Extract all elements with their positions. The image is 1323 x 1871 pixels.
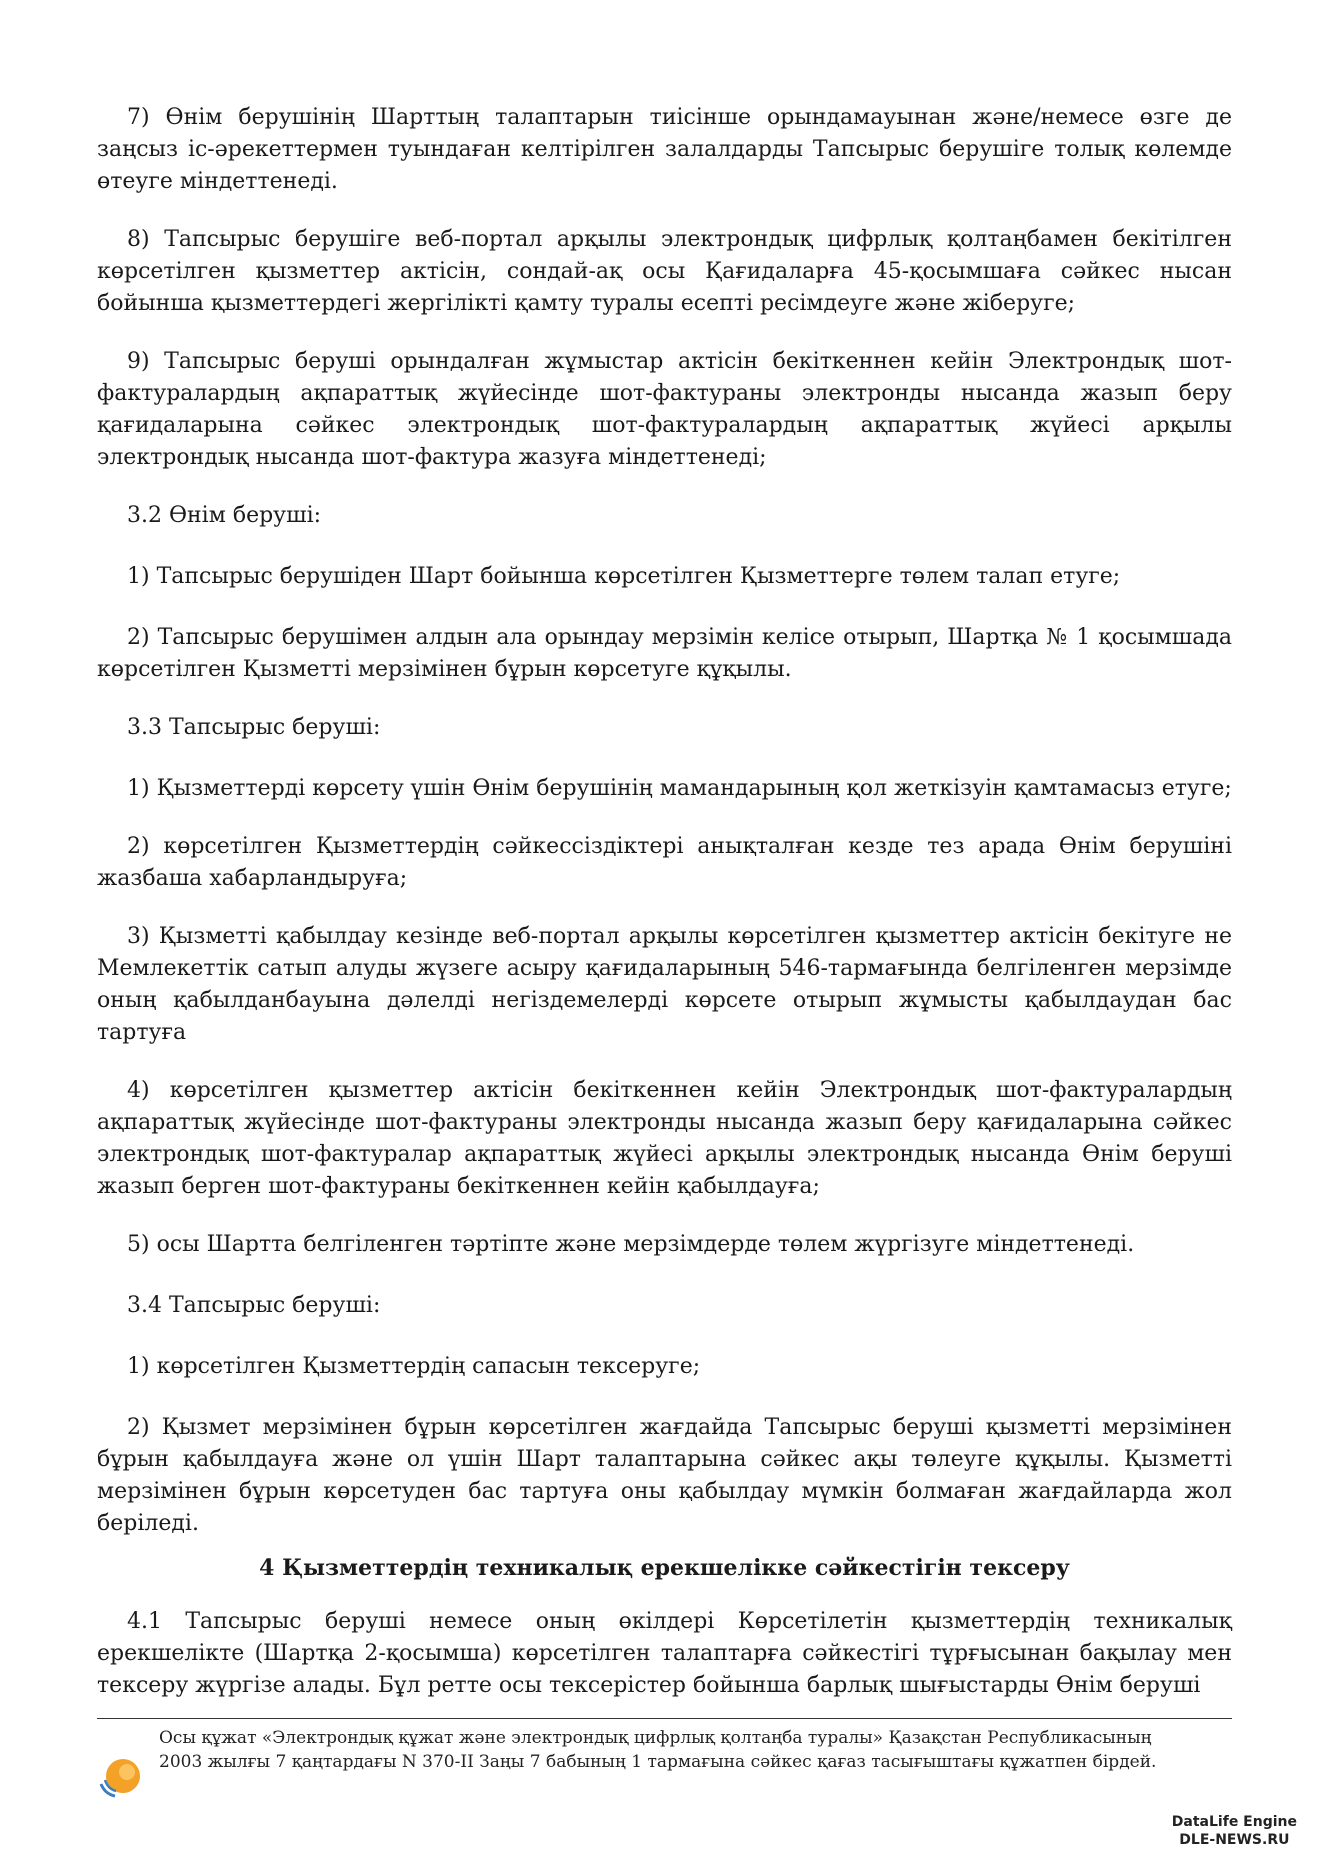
clause-3-2-item-1: 1) Тапсырыс берушіден Шарт бойынша көрсетілген Қызметтерге төлем талап етуге; bbox=[127, 564, 1121, 589]
paragraph-9: 9) Тапсырыс беруші орындалған жұмыстар актісін бекіткеннен кейін Электрондық шот-фактуралардың ақпараттық жүйесінде шот-фактураны электронды нысанда жазып беру қағидаларына сәйкес электрондық шот-фактуралардың ақпараттық жүйесі арқылы электрондық нысанда шот-фактура жазуға міндеттенеді; bbox=[97, 349, 1232, 470]
watermark-line-1: DataLife Engine bbox=[1171, 1814, 1297, 1830]
clause-3-3-item-4: 4) көрсетілген қызметтер актісін бекіткеннен кейін Электрондық шот-фактуралардың ақпараттық жүйесінде шот-фактураны электронды нысанда жазып беру қағидаларына сәйкес электрондық шот-фактуралар ақпараттық жүйесі арқылы электрондық нысанда Өнім беруші жазып берген шот-фактураны бекіткеннен кейін қабылдауға; bbox=[97, 1078, 1232, 1199]
clause-3-3-item-2: 2) көрсетілген Қызметтердің сәйкессіздіктері анықталған кезде тез арада Өнім берушіні жазбаша хабарландыруға; bbox=[97, 834, 1232, 891]
clause-4-1: 4.1 Тапсырыс беруші немесе оның өкілдері Көрсетілетін қызметтердің техникалық ерекшелікте (Шартқа 2-қосымша) көрсетілген талаптарға сәйкестігі тұрғысынан бақылау мен тексеру жүргізе алады. Бұл ретте осы тексерістер бойынша барлық шығыстарды Өнім беруші bbox=[97, 1609, 1232, 1698]
footer-divider bbox=[97, 1718, 1232, 1719]
clause-3-3-item-5: 5) осы Шартта белгіленген тәртіпте және мерзімдерде төлем жүргізуге міндеттенеді. bbox=[127, 1232, 1135, 1257]
clause-3-3-title: 3.3 Тапсырыс беруші: bbox=[127, 715, 381, 740]
section-4-heading: 4 Қызметтердің техникалық ерекшелікке сәйкестігін тексеру bbox=[259, 1555, 1070, 1581]
clause-3-4-item-1: 1) көрсетілген Қызметтердің сапасын тексеруге; bbox=[127, 1354, 701, 1379]
document-body bbox=[97, 102, 1232, 1702]
footer-legal-note: Осы құжат «Электрондық құжат және электрондық цифрлық қолтаңба туралы» Қазақстан Республикасының 2003 жылғы 7 қаңтардағы N 370-II Заңы 7 бабының 1 тармағына сәйкес қағаз тасығыштағы құжатпен бірдей. bbox=[159, 1728, 1157, 1772]
paragraph-7: 7) Өнім берушінің Шарттың талаптарын тиісінше орындамауынан және/немесе өзге де заңсыз іс-әрекеттермен туындаған келтірілген залалдарды Тапсырыс берушіге толық көлемде өтеуге міндеттенеді. bbox=[97, 105, 1232, 194]
watermark-line-2: DLE-NEWS.RU bbox=[1179, 1832, 1290, 1848]
clause-3-3-item-1: 1) Қызметтерді көрсету үшін Өнім берушінің мамандарының қол жеткізуін қамтамасыз етуге; bbox=[127, 776, 1232, 801]
clause-3-2-title: 3.2 Өнім беруші: bbox=[127, 503, 322, 528]
footer bbox=[97, 1716, 1232, 1802]
watermark bbox=[1172, 1813, 1297, 1849]
clause-3-2-item-2: 2) Тапсырыс берушімен алдын ала орындау мерзімін келісе отырып, Шартқа № 1 қосымшада көрсетілген Қызметті мерзімінен бұрын көрсетуге құқылы. bbox=[97, 625, 1232, 682]
paragraph-8: 8) Тапсырыс берушіге веб-портал арқылы электрондық цифрлық қолтаңбамен бекітілген көрсетілген қызметтер актісін, сондай-ақ осы Қағидаларға 45-қосымшаға сәйкес нысан бойынша қызметтердегі жергілікті қамту туралы есепті ресімдеуге және жіберуге; bbox=[97, 227, 1232, 316]
clause-3-3-item-3: 3) Қызметті қабылдау кезінде веб-портал арқылы көрсетілген қызметтер актісін бекітуге не Мемлекеттік сатып алуды жүзеге асыру қағидаларының 546-тармағында белгіленген мерзімде оның қабылданбауына дәлелді негіздемелерді көрсете отырып жұмысты қабылдаудан бас тартуға bbox=[97, 924, 1232, 1045]
clause-3-4-title: 3.4 Тапсырыс беруші: bbox=[127, 1293, 381, 1318]
clause-3-4-item-2: 2) Қызмет мерзімінен бұрын көрсетілген жағдайда Тапсырыс беруші қызметті мерзімінен бұрын қабылдауға және ол үшін Шарт талаптарына сәйкес ақы төлеуге құқылы. Қызметті мерзімінен бұрын көрсетуден бас тартуға оны қабылдау мүмкін болмаған жағдайларда жол беріледі. bbox=[97, 1415, 1232, 1536]
egov-seal-icon bbox=[97, 1754, 143, 1800]
